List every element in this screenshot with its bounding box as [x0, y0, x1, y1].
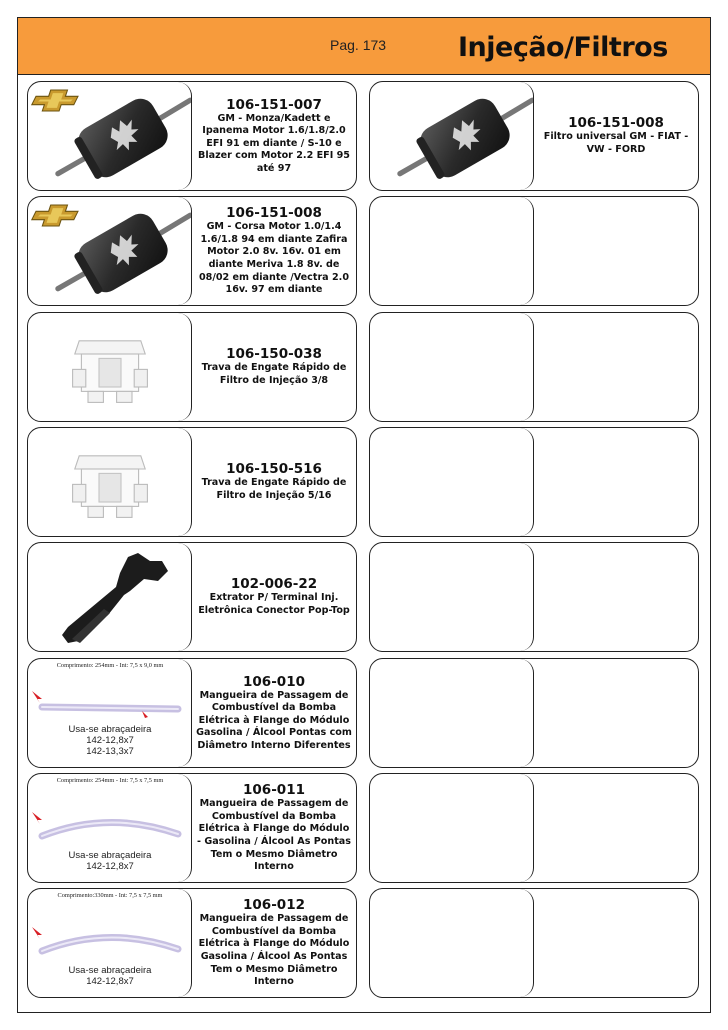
empty-card: [369, 658, 699, 768]
product-description: Mangueira de Passagem de Combustível da Bomba Elétrica à Flange do Módulo - Gasolina / Álcool As Pontas Tem o Mesmo Diâmetro Interno: [197, 798, 351, 873]
empty-image-slot: [370, 313, 534, 421]
empty-image-slot: [370, 889, 534, 997]
product-description: Filtro universal GM - FIAT - VW - FORD: [543, 131, 689, 155]
red-arrow-icon: [142, 711, 148, 718]
hose-dimensions: Comprimento:330mm - Int: 7,5 x 7,5 mm: [57, 892, 163, 899]
empty-card: [369, 427, 699, 537]
chevrolet-logo: [32, 205, 78, 226]
product-card: [27, 81, 357, 191]
empty-image-slot: [370, 197, 534, 305]
product-info: [194, 197, 354, 305]
product-image: [28, 543, 192, 651]
product-card: [27, 773, 357, 883]
empty-card: [369, 312, 699, 422]
empty-card: [369, 542, 699, 652]
empty-image-slot: [370, 428, 534, 536]
clamp-label: Usa-se abraçadeira: [68, 850, 152, 861]
product-description: GM - Monza/Kadett e Ipanema Motor 1.6/1.8/2.0 EFI 91 em diante / S-10 e Blazer com Motor 2.2 EFI 95 até 97: [198, 112, 350, 174]
product-info: [194, 889, 354, 997]
hose-image: [32, 691, 178, 718]
quick-lock-clip-image: [73, 341, 148, 403]
empty-card: [369, 196, 699, 306]
clamp-label: Usa-se abraçadeira: [68, 965, 152, 976]
clamp-codes: 142-12,8x7: [86, 861, 134, 872]
product-code: 106-151-008: [568, 115, 664, 132]
product-description: GM - Corsa Motor 1.0/1.4 1.6/1.8 94 em diante Zafira Motor 2.0 8v. 16v. 01 em diante Meriva 1.8 8v. de 08/02 em diante /Vectra 2.0 16v. 97 em diante: [198, 221, 349, 296]
product-image: [28, 889, 192, 997]
empty-image-slot: [370, 543, 534, 651]
red-arrow-icon: [32, 691, 42, 703]
product-image: [28, 197, 192, 305]
product-card: [27, 542, 357, 652]
product-code: 106-150-038: [226, 346, 322, 363]
chevrolet-logo: [32, 90, 78, 111]
product-info: [194, 543, 354, 651]
hose-dimensions: Comprimento: 254mm - Int: 7,5 x 7,5 mm: [56, 777, 164, 784]
fuel-filter-image: [32, 90, 190, 183]
clamp-codes: 142-12,8x7 142-13,3x7: [86, 735, 134, 757]
product-info: [194, 313, 354, 421]
product-code: 106-010: [243, 673, 305, 690]
product-card: [27, 312, 357, 422]
product-info: [194, 774, 354, 882]
product-code: 106-151-008: [226, 205, 322, 222]
red-arrow-icon: [32, 812, 42, 824]
product-info: [194, 82, 354, 190]
product-info: [536, 82, 696, 190]
clamp-label: Usa-se abraçadeira: [68, 724, 152, 735]
product-info: [194, 659, 354, 767]
product-image: [28, 774, 192, 882]
product-card: [27, 196, 357, 306]
empty-image-slot: [370, 774, 534, 882]
clamp-codes: 142-12,8x7: [86, 976, 134, 987]
empty-card: [369, 888, 699, 998]
product-image: [28, 428, 192, 536]
hose-dimensions: Comprimento: 254mm - Int: 7,5 x 9,0 mm: [56, 662, 164, 669]
product-description: Trava de Engate Rápido de Filtro de Injeção 5/16: [201, 477, 347, 501]
product-code: 106-011: [243, 782, 305, 799]
product-image: [28, 82, 192, 190]
fuel-filter-image: [32, 205, 190, 298]
page-number: Pag. 173: [330, 37, 387, 53]
empty-card: [369, 773, 699, 883]
red-arrow-icon: [32, 927, 42, 939]
product-image: [28, 659, 192, 767]
hose-image: [32, 927, 178, 951]
product-card: [369, 81, 699, 191]
product-description: Trava de Engate Rápido de Filtro de Injeção 3/8: [201, 362, 347, 386]
extractor-tool-image: [62, 553, 168, 643]
product-card: [27, 888, 357, 998]
hose-image: [32, 812, 178, 836]
product-image: [28, 313, 192, 421]
fuel-filter-image: [400, 93, 532, 182]
product-description: Mangueira de Passagem de Combustível da Bomba Elétrica à Flange do Módulo Gasolina / Álcool Pontas com Diâmetro Interno Diferentes: [196, 689, 352, 751]
section-title: Injeção/Filtros: [458, 32, 668, 63]
product-card: [27, 427, 357, 537]
product-code: 106-151-007: [226, 96, 322, 113]
product-description: Mangueira de Passagem de Combustível da Bomba Elétrica à Flange do Módulo Gasolina / Álcool As Pontas Tem o Mesmo Diâmetro Interno: [198, 913, 350, 988]
quick-lock-clip-image: [73, 456, 148, 518]
product-code: 102-006-22: [230, 576, 318, 593]
product-image: [370, 82, 534, 190]
product-code: 106-150-516: [226, 461, 322, 478]
product-card: [27, 658, 357, 768]
product-code: 106-012: [243, 897, 305, 914]
product-description: Extrator P/ Terminal Inj. Eletrônica Conector Pop-Top: [198, 592, 350, 616]
empty-image-slot: [370, 659, 534, 767]
product-info: [194, 428, 354, 536]
